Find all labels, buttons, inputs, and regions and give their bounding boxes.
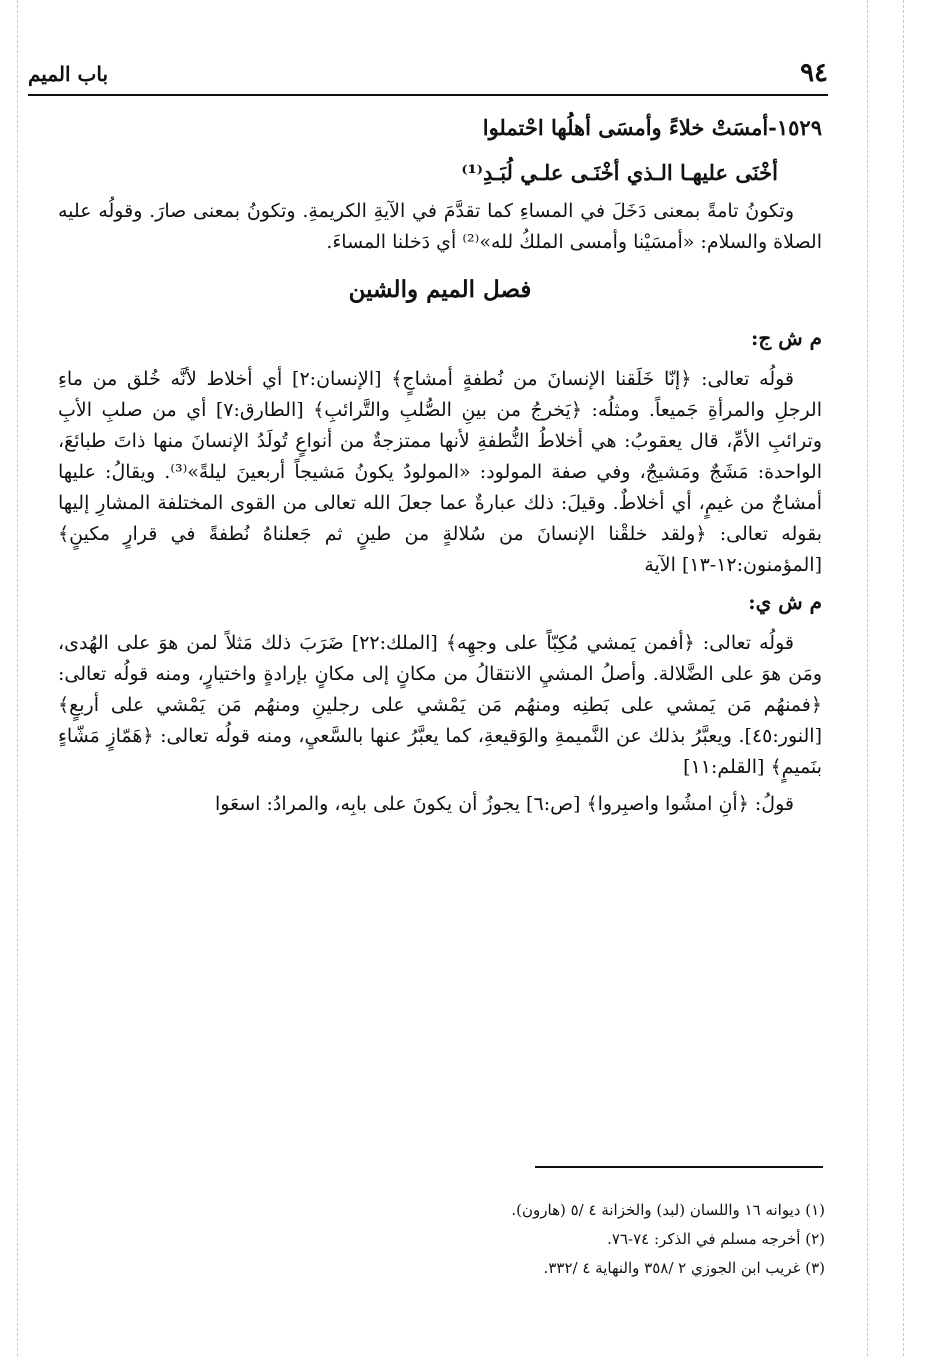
page-body	[58, 112, 822, 826]
page-number: ٩٤	[800, 58, 828, 88]
body-paragraph: قولُه تعالى: ﴿إنّا خَلَقنا الإنسانَ من نُطفةٍ أمشاجٍ﴾ [الإنسان:٢] أي أخلاط لأنَّه خُلق من ماءِ الرجلِ والمرأةِ جَميعاً. ومثلُه: ﴿يَخرجُ من بينِ الصُّلبِ والتَّرائبِ﴾ [الطارق:٧] أي من صلبِ الأبِ وترائبِ الأمِّ، قال يعقوبُ: هي أخلاطُ النُّطفةِ لأنها ممتزجةٌ من أنواعٍ تُولَدُ الإنسانَ منها ذاتَ طبائعَ، الواحدة: مَشَجٌ ومَشيجٌ، وفي صفة المولود: «المولودُ يكونُ مَشيجاً أربعينَ ليلةً»⁽³⁾. ويقالُ: عليها أمشاجٌ من غيمٍ، أي أخلاطٌ. وقيلَ: ذلك عبارةٌ عما جعلَ الله تعالى من القوى المختلفة المشارِ إليها بقوله تعالى: ﴿ولقد خلقْنا الإنسانَ من سُلالةٍ من طينٍ ثم جَعلناهُ نُطفةً في قرارٍ مكينٍ﴾ [المؤمنون:١٢-١٣] الآية	[58, 368, 823, 576]
poetry-verse-line-2: أخْنَى عليهـا الـذي أخْنَـى علـي لُبَـدِ⁽¹⁾	[461, 160, 778, 185]
footnote-item: (٢) أخرجه مسلم في الذكر: ٧٤-٧٦.	[607, 1230, 825, 1248]
root-heading: م ش ج:	[750, 326, 822, 350]
body-paragraph: وتكونُ تامةً بمعنى دَخَلَ في المساءِ كما تقدَّمَ في الآيةِ الكريمةِ. وتكونُ بمعنى صارَ. وقولُه عليه الصلاة والسلام: «أمسَيْنا وأمسى الملكُ لله»⁽²⁾ أي دَخلنا المساءَ.	[58, 200, 822, 253]
body-paragraph: قولُه تعالى: ﴿أفمن يَمشي مُكِبّاً على وجهِه﴾ [الملك:٢٢] ضَرَبَ ذلك مَثلاً لمن هوَ على الهُدى، ومَن هوَ على الضَّلالة. وأصلُ المشيِ الانتقالُ من مكانٍ إلى مكانٍ بإرادةٍ واختيارٍ، ومنه قولُه تعالى: ﴿فمنهُم مَن يَمشي على بَطنِه ومنهُم مَن يَمْشي على رجلينِ ومنهُم مَن يَمْشي على أربعٍ﴾ [النور:٤٥]. ويعبَّرُ بذلك عن النَّميمةِ والوَقيعةِ، كما يعبَّرُ عنها بالسَّعيِ، ومنه قولُه تعالى: ﴿هَمّازٍ مَشّاءٍ بنَميمٍ﴾ [القلم:١١]	[58, 632, 822, 778]
footnote-item: (٣) غريب ابن الجوزي ٢ /٣٥٨ والنهاية ٤ /٣٣٢.	[543, 1259, 825, 1277]
poetry-verse-line-1: ١٥٢٩-أمسَتْ خلاءً وأمسَى أهلُها احْتملوا	[482, 115, 822, 140]
footnotes	[400, 1196, 825, 1283]
page-header	[28, 58, 828, 96]
footnote-item: (١) ديوانه ١٦ واللسان (لبد) والخزانة ٤ /٥ (هارون).	[511, 1201, 825, 1219]
scan-artifact-line	[17, 0, 18, 1356]
running-section-title: باب الميم	[28, 62, 109, 86]
scan-artifact-line	[867, 0, 868, 1356]
chapter-title: فصل الميم والشين	[348, 276, 532, 303]
scan-artifact-line	[903, 0, 904, 1356]
footnote-divider	[535, 1166, 823, 1168]
root-heading: م ش ي:	[748, 590, 822, 614]
body-paragraph: قولُ: ﴿أنِ امشُوا واصبِروا﴾ [ص:٦] يجوزُ أن يكونَ على بابِه، والمرادُ: اسعَوا	[214, 793, 794, 815]
